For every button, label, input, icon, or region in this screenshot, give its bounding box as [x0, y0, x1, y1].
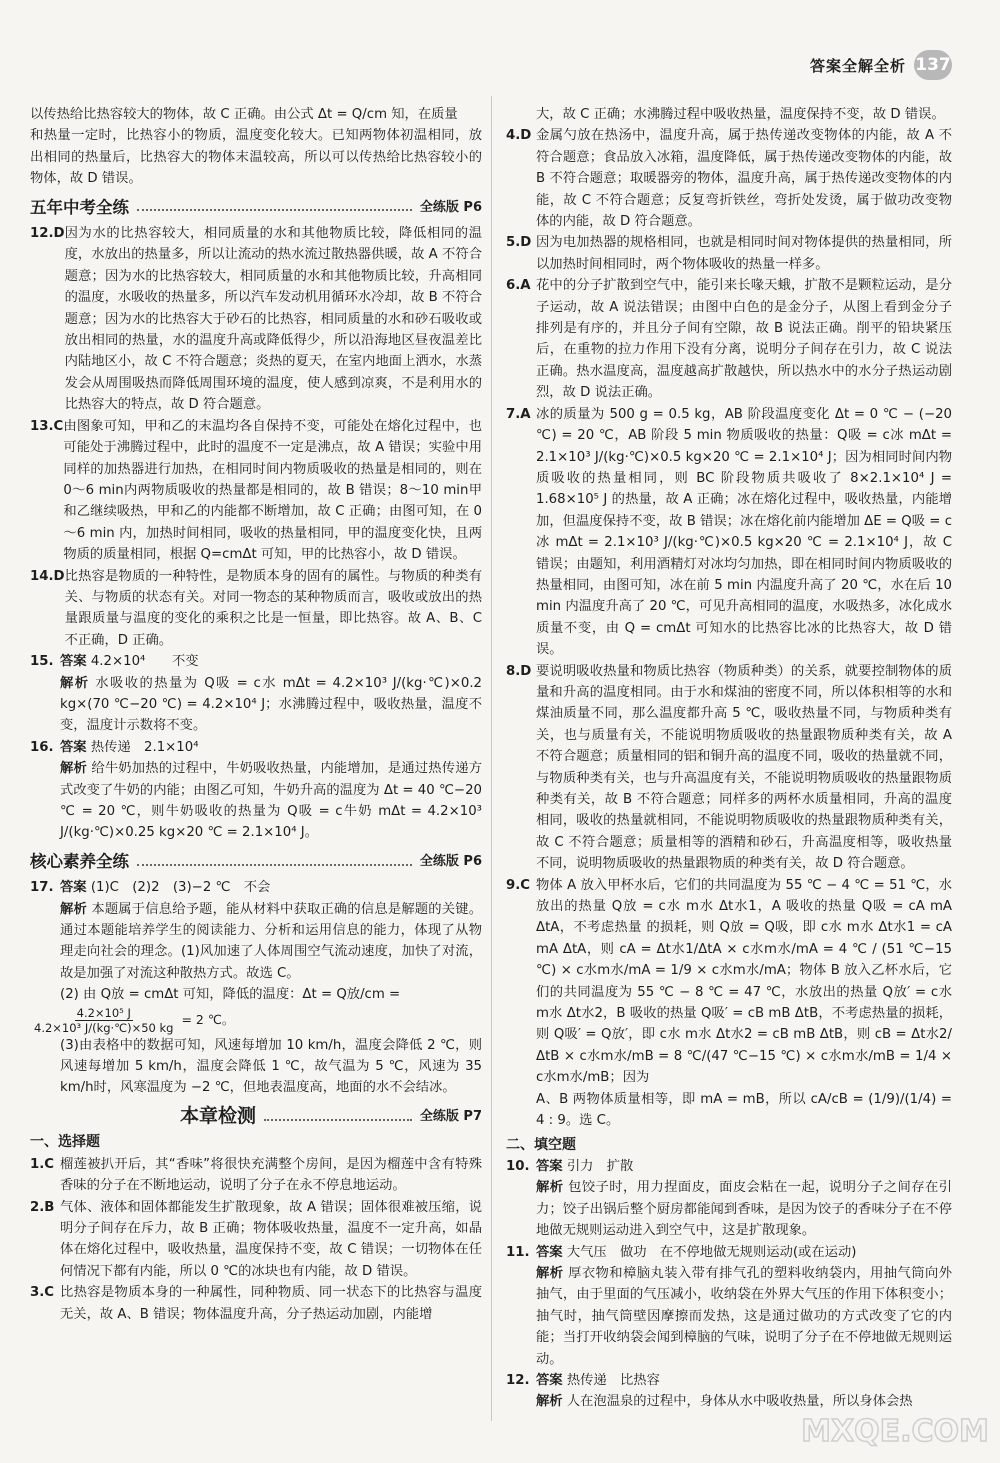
analysis-label: 解析 [536, 1394, 563, 1410]
question-2 [30, 1197, 482, 1283]
question-text: 要说明吸收热量和物质比热容（物质种类）的关系，就要控制物体的质量和升高的温度相同。由于水和煤油的密度不同，所以体积相等的水和煤油质量不同，那么温度都升高 5 ℃，吸收热量不同，与物质种类有关，也与质量有关，不能说明物质吸收的热量跟物质种类有关，故 A 不符合题意；质量相同的铝和铜升高的温度不同，吸收的热量就不同，与物质种类有关，也与升高温度有关，不能说明物质吸收的热量跟物质种类有关，故 B 不符合题意；同样多的两杯水质量相同，升高的温度相同，吸收的热量就相同，不能说明物质吸收的热量跟物质种类有关，故 C 不符合题意；质量相等的酒精和砂石，升高温度相等，吸收热量不同，说明物质吸收的热量跟物质的种类有关，故 D 符合题意。 [536, 663, 952, 872]
question-text: 比热容是物质本身的一种属性，同种物质、同一状态下的比热容与温度无关，故 A、B 错误；物体温度升高，分子热运动加剧，内能增 [60, 1285, 482, 1322]
left-column [30, 104, 482, 1325]
fraction-denominator: 4.2×10³ J/(kg·℃)×50 kg [34, 1020, 174, 1035]
answer-label: 答案 [60, 739, 87, 755]
question-5 [506, 232, 952, 275]
question-number: 14.D [30, 568, 65, 584]
section-header-chapter-test [30, 1106, 482, 1127]
watermark-logo [800, 1401, 990, 1457]
formula-result: = 2 ℃。 [181, 1012, 235, 1028]
question-16 [30, 737, 482, 758]
question-text: 因为水的比热容较大，相同质量的水和其他物质比较，降低相同的温度，水放出的热量多，所以让流动的热水流过散热器供暖，故 A 不符合题意；因为水的比热容较大，相同质量的水和其他物质比较，升高相同的温度，水吸收的热量多，所以汽车发动机用循环水冷却，故 B 不符合题意；因为水的比热容大于砂石的比热容，相同质量的水和砂石吸收或放出相同的热量，水的温度升高或降低得少，所以沿海地区昼夜温差比内陆地区小，故 C 不符合题意；炎热的夏天，在室内地面上洒水，水蒸发会从周围吸热而降低周围环境的温度，使人感到凉爽，不是利用水的比热容大的特点，故 D 符合题意。 [64, 226, 482, 413]
answer-label: 答案 [536, 1372, 563, 1388]
analysis-text: 给牛奶加热的过程中，牛奶吸收热量，内能增加，是通过热传递方式改变了牛奶的内能；由图乙可知，牛奶升高的温度为 Δt = 40 ℃−20 ℃ = 20 ℃，则牛奶吸收的热量为 Q吸 = c牛奶 mΔt = 4.2×10³ J/(kg·℃)×0.25 kg×20 ℃ = 2.1×10⁴ J。 [60, 761, 482, 841]
right-column [506, 104, 952, 1413]
fraction [32, 1006, 175, 1035]
question-10 [506, 1156, 952, 1177]
question-1 [30, 1154, 482, 1197]
question-number: 12. [506, 1372, 530, 1388]
analysis-text: 包饺子时，用力捏面皮，面皮会粘在一起，说明分子之间存在引力；饺子出锅后整个厨房都能闻到香味，是因为饺子的香味分子在不停地做无规则运动进入到空气中，这是扩散现象。 [536, 1180, 952, 1239]
question-text: 的损耗，则 Q放 = Q吸，即 c水 m水 Δt水1 = cA mA ΔtA，则 cA = Δt水1/ΔtA × c水m水/mA = [536, 920, 953, 957]
dotted-rule [137, 864, 412, 866]
answer-label: 答案 [60, 654, 87, 670]
question-8 [506, 661, 952, 875]
question-14 [30, 566, 482, 652]
question-text: 由图象可知，甲和乙的末温均各自保持不变，可能处在熔化过程中，也可能处于沸腾过程中，此时的温度不一定是沸点，故 A 错误；实验中用同样的加热器进行加热，在相同时间内物质吸收的热量是相同的，则在 0～6 min内两物质吸收的热量都是相同的，故 B 错误；8～10 min甲和乙继续吸热，甲和乙的内能都不断增加，故 C 正确；由图可知，在 0～6 min 内，加热时间相同，吸收的热量相同，甲的温度变化快，且两物质的质量相同，根据 Q=cmΔt 可知，甲的比热容小，故 D 错误。 [63, 418, 482, 563]
analysis-label: 解析 [536, 1265, 564, 1281]
question-number: 4.D [506, 128, 532, 144]
answer-label: 答案 [60, 880, 87, 896]
question-number: 2.B [30, 1199, 55, 1215]
page-header [810, 50, 952, 80]
formula-17 [30, 1006, 482, 1035]
question-text: 比热容是物质的一种特性，是物质本身的固有的属性。与物质的种类有关、与物质的状态有关。对同一物态的某种物质而言，吸收或放出的热量跟质量与温度的变化的乘积之比是一恒量，即比热容。故 A、B、C 不正确，D 正确。 [64, 568, 482, 648]
question-12-fill [506, 1370, 952, 1391]
answer-value: 热传递 2.1×10⁴ [90, 739, 199, 755]
watermark-text: MXQE.COM [801, 1414, 989, 1449]
answer-value: 引力 扩散 [566, 1158, 634, 1174]
section-header-zhongkao [30, 197, 482, 218]
section-title: 本章检测 [180, 1104, 257, 1127]
section-tag: 全练版 P7 [419, 1108, 482, 1124]
analysis-label: 解析 [60, 901, 87, 917]
question-number: 16. [30, 739, 54, 755]
question-6 [506, 275, 952, 403]
question-number: 15. [30, 654, 54, 670]
analysis-17-part2: (2) 由 Q放 = cmΔt 可知，降低的温度：Δt = Q放/cm = [60, 987, 401, 1003]
question-text: 4 ℃ / (51 ℃−15 ℃) × c水m水/mA = 1/9 × c水m水/mA；物体 B 放入乙杯水后，它们的共同温度为 55 ℃ − 8 ℃ = 47 ℃，水放出的热量 Q放′ = c水 m水 Δt水2，B 吸收的热量 Q吸′ = cB mB ΔtB，不考虑热量的损耗，则 Q吸′ = Q放′，即 c水 m水 Δt水2 = [536, 941, 952, 1043]
question-number: 9.C [506, 877, 531, 893]
section-title: 五年中考全练 [30, 197, 129, 217]
analysis-11 [506, 1263, 952, 1370]
question-number: 3.C [30, 1285, 55, 1301]
question-3 [30, 1282, 482, 1325]
answer-value: 热传递 比热容 [566, 1372, 660, 1388]
intro-text: 和热量一定时，比热容小的物质，温度变化较大。已知两物体初温相同，放出相同的热量后，比热容大的物体末温较高，所以可以传热给比热容较小的物体，故 D 错误。 [30, 128, 482, 187]
question-number: 7.A [506, 406, 531, 422]
question-15 [30, 651, 482, 672]
continuation-text: 大，故 C 正确；水沸腾过程中吸收热量，温度保持不变，故 D 错误。 [536, 107, 945, 122]
column-divider [491, 96, 492, 1421]
question-11 [506, 1242, 952, 1263]
part-heading-fill: 二、填空题 [506, 1136, 576, 1153]
answer-label: 答案 [536, 1244, 563, 1260]
analysis-text: 人在泡温泉的过程中，身体从水中吸收热量，所以身体会热 [566, 1394, 913, 1410]
answer-label: 答案 [536, 1158, 563, 1174]
question-text: cB mB ΔtB，则 cB = Δt水2/ΔtB × c水m水/mB = 8 ℃/(47 ℃−15 ℃) × c水m水/mB = 1/4 × c水m水/mB；因为 [536, 1027, 952, 1086]
analysis-text: 厚衣物和樟脑丸装入带有排气孔的塑料收纳袋内，用抽气筒向外抽气，由于里面的气压减小，收纳袋在外界大气压的作用下体积变小；抽气时，抽气筒壁因摩擦而发热，这是通过做功的方式改变了它的内能；当打开收纳袋会闻到樟脑的气味，说明了分子在不停地做无规则运动。 [536, 1265, 952, 1367]
section-title: 核心素养全练 [30, 851, 129, 871]
question-number: 13.C [30, 418, 64, 434]
analysis-label: 解析 [60, 761, 87, 777]
question-number: 6.A [506, 278, 531, 294]
question-4 [506, 125, 952, 232]
section-tag: 全练版 P6 [419, 199, 482, 215]
dotted-rule [264, 1119, 412, 1121]
question-text: 物体 A 放入甲杯水后，它们的共同温度为 55 ℃ − 4 ℃ = 51 ℃，水放出的热量 Q放 = c水 m水 Δt水1，A 吸收的热量 Q吸 = cA mA ΔtA，不考虑热量 [536, 877, 952, 936]
analysis-text: 本题属于信息给予题，能从材料中获取正确的信息是解题的关键。通过本题能培养学生的阅读能力、分析和运用信息的能力，体现了从物理走向社会的理念。(1)风加速了人体周围空气流动速度，加快了对流，故是加强了对流这种散热方式。故选 C。 [60, 901, 482, 981]
answer-value: (1)C (2)2 (3)−2 ℃ 不会 [90, 880, 271, 896]
question-number: 12.D [30, 226, 65, 242]
question-text: 冰的质量为 500 g = 0.5 kg，AB 阶段温度变化 Δt = 0 ℃ − (−20 ℃) = 20 ℃，AB 阶段 5 min 物质吸收的热量：Q吸 = c冰 mΔt = 2.1×10³ J/(kg·℃)×0.5 kg×20 ℃ = 2.1×10⁴ J；因为相同时间内物质吸收的热量相同，则 BC 阶段物质共吸收了 8×2.1×10⁴ J = 1.68×10⁵ J 的热量，故 A 正确；冰在熔化过程中，吸收热量，内能增加，但温度保持不变，故 B 错误；冰在熔化前内能增加 ΔE = Q吸 = c冰 mΔt = 2.1×10³ J/(kg·℃)×0.5 kg×20 ℃ = 2.1×10⁴ J，故 C 错误；由题知，利用酒精灯对冰均匀加热，即在相同时间内物质吸收的热量相同，由图可知，冰在前 5 min 内温度升高了 20 ℃，水在后 10 min 内温度升高了 20 ℃，可见升高相同的温度，水吸热多，冰化成水质量不变，由 Q = cmΔt 可知水的比热容比冰的比热容大，故 D 错误。 [536, 406, 952, 658]
question-number: 17. [30, 880, 54, 896]
question-13 [30, 416, 482, 566]
section-header-hexin [30, 851, 482, 872]
page-number-badge: 137 [914, 50, 952, 80]
question-12 [30, 223, 482, 416]
question-number: 8.D [506, 663, 532, 679]
question-text: 金属勺放在热汤中，温度升高，属于热传递改变物体的内能，故 A 不符合题意；食品放入冰箱，温度降低，属于热传递改变物体的内能，故 B 不符合题意；取暖器旁的物体，温度升高，属于热传递改变物体的内能，故 C 不符合题意；反复弯折铁丝，弯折处发烫，属于做功改变物体的内能，故 D 符合题意。 [536, 128, 952, 230]
dotted-rule [137, 209, 412, 211]
question-text: 榴莲被扒开后，其“香味”将很快充满整个房间，是因为榴莲中含有特殊香味的分子在不断地运动，说明了分子在永不停息地运动。 [60, 1156, 482, 1194]
question-17 [30, 877, 482, 898]
header-title: 答案全解全析 [809, 56, 906, 75]
analysis-15 [30, 673, 482, 737]
question-text: 因为电加热器的规格相同，也就是相同时间对物体提供的热量相同，所以加热时间相同时，两个物体吸收的热量一样多。 [536, 235, 952, 272]
question-number: 10. [506, 1158, 530, 1174]
analysis-17-part3: (3)由表格中的数据可知，风速每增加 10 km/h，温度会降低 2 ℃，则风速每增加 5 km/h，温度会降低 1 ℃，故气温为 5 ℃，风速为 35 km/h时，风寒温度为 −2 ℃，但地表温度高，地面的水不会结冰。 [60, 1037, 482, 1096]
intro-line: 以传热给比热容较大的物体，故 C 正确。由公式 Δt = Q/cm 知，在质量 [30, 107, 458, 122]
question-7 [506, 404, 952, 661]
question-9 [506, 875, 952, 1089]
analysis-label: 解析 [536, 1180, 564, 1196]
analysis-10 [506, 1177, 952, 1241]
analysis-17 [30, 899, 482, 985]
analysis-label: 解析 [60, 675, 90, 691]
question-text: 气体、液体和固体都能发生扩散现象，故 A 错误；固体很难被压缩，说明分子间存在斥力，故 B 正确；物体吸收热量，温度不一定升高，如晶体在熔化过程中，吸收热量，温度保持不变，故 C 错误；一切物体在任何情况下都有内能，所以 0 ℃的冰块也有内能，故 D 错误。 [60, 1199, 482, 1279]
fraction-numerator: 4.2×10⁵ J [76, 1005, 131, 1020]
question-number: 5.D [506, 235, 532, 251]
part-heading-choice: 一、选择题 [30, 1134, 100, 1151]
question-9-conclusion: A、B 两物体质量相等，即 mA = mB，所以 cA/cB = (1/9)/(1/4) = 4 : 9。选 C。 [536, 1091, 952, 1129]
answer-value: 4.2×10⁴ 不变 [90, 654, 199, 670]
question-number: 1.C [30, 1156, 55, 1172]
question-number: 11. [506, 1244, 530, 1260]
section-tag: 全练版 P6 [419, 853, 482, 869]
analysis-text: 水吸收的热量为 Q吸 = c水 mΔt = 4.2×10³ J/(kg·℃)×0.2 kg×(70 ℃−20 ℃) = 4.2×10⁴ J；水沸腾过程中，吸收热量，温度不变，温度计示数将不变。 [60, 675, 483, 734]
answer-value: 大气压 做功 在不停地做无规则运动(或在运动) [566, 1244, 857, 1260]
question-text: 花中的分子扩散到空气中，能引来长喙天蛾，扩散不是颗粒运动，是分子运动，故 A 说法错误；由图中白色的是金分子，从图上看到金分子排列是有序的，并且分子间有空隙，故 B 说法正确。削平的铅块紧压后，在重物的拉力作用下没有分离，说明分子间存在引力，故 C 说法正确。热水温度高，温度越高扩散越快，所以热水中的水分子热运动剧烈，故 D 说法正确。 [536, 278, 952, 401]
analysis-16 [30, 758, 482, 844]
